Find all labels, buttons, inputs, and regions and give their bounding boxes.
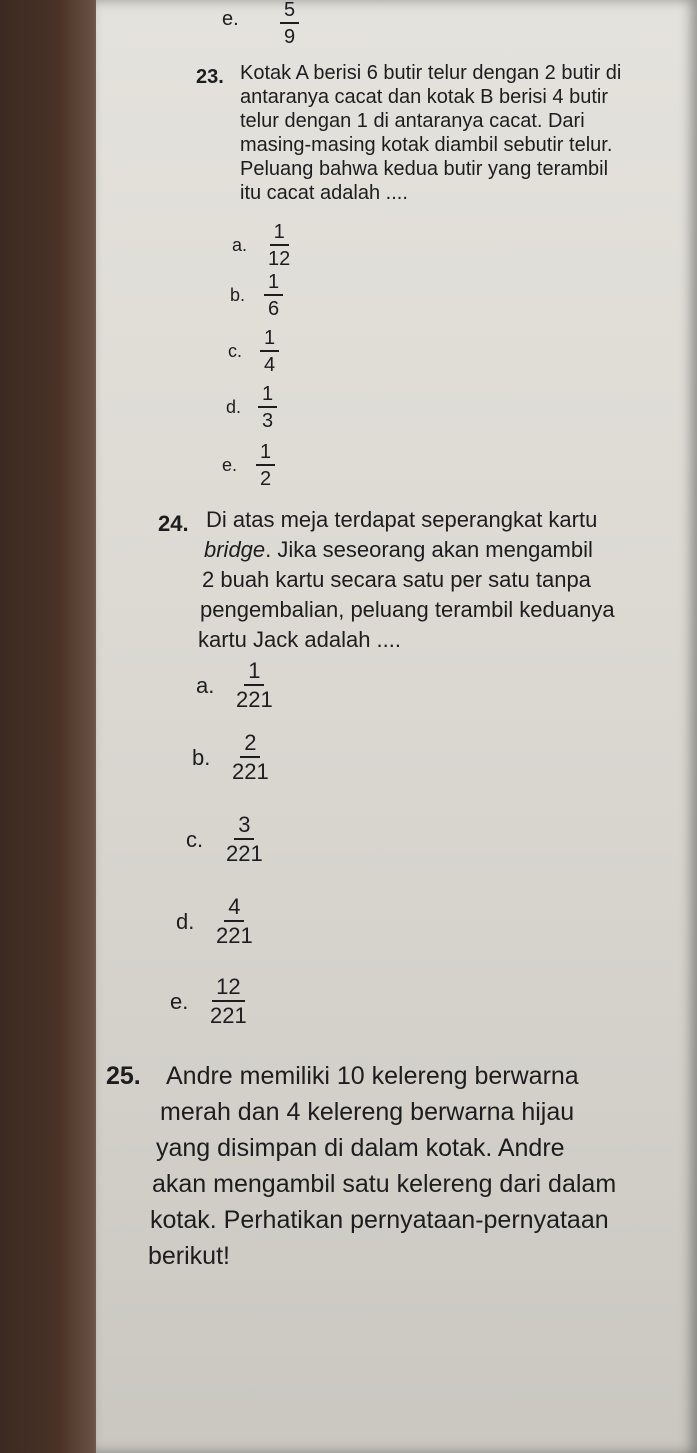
option-c[interactable] [228,328,279,375]
option-a[interactable] [196,660,273,711]
fraction-denominator: 221 [236,687,273,712]
fraction [210,976,247,1027]
question-text-line: kartu Jack adalah .... [198,627,401,652]
option-e[interactable] [222,442,275,489]
question-text-line [204,537,593,563]
option-letter: b. [192,744,211,770]
fraction-numerator: 1 [244,660,264,686]
fraction-numerator: 1 [270,222,289,246]
fraction [268,222,290,269]
question-text-line: Di atas meja terdapat seperangkat kartu [206,507,598,532]
question-text-line: pengembalian, peluang terambil keduanya [200,597,615,622]
question-text-line: akan mengambil satu kelereng dari dalam [152,1170,617,1198]
option-letter: a. [196,672,215,698]
question-text-line: merah dan 4 kelereng berwarna hijau [160,1098,575,1126]
option-d[interactable] [226,384,277,431]
fraction-numerator: 1 [256,442,275,466]
question-text-line: kotak. Perhatikan pernyataan-pernyataan [150,1206,609,1234]
fraction [256,442,275,489]
question-text-line: itu cacat adalah .... [240,182,408,204]
fraction [232,732,269,783]
question-text-line: Andre memiliki 10 kelereng berwarna [166,1062,579,1090]
fraction [226,814,263,865]
fraction-numerator: 4 [224,896,244,922]
fraction [260,328,279,375]
prev-option-e [222,0,299,47]
fraction [280,0,299,47]
fraction-numerator: 3 [234,814,254,840]
option-e[interactable] [170,976,247,1027]
fraction-numerator: 1 [260,328,279,352]
option-a[interactable] [232,222,290,269]
option-d[interactable] [176,896,253,947]
option-letter: a. [232,235,248,255]
option-b[interactable] [230,272,283,319]
question-number: 25. [106,1062,141,1090]
fraction-numerator: 2 [240,732,260,758]
question-number: 24. [158,511,189,536]
fraction-denominator: 6 [268,298,280,320]
option-letter: e. [222,8,239,30]
option-b[interactable] [192,732,269,783]
fraction-denominator: 221 [216,923,253,948]
question-text-line: berikut! [148,1242,230,1270]
fraction-denominator: 9 [284,26,296,48]
fraction-denominator: 221 [210,1003,247,1028]
option-letter: c. [186,826,204,852]
fraction [264,272,283,319]
question-text-line: antaranya cacat dan kotak B berisi 4 butir [240,86,608,108]
fraction [236,660,273,711]
question-text-line: Kotak A berisi 6 butir telur dengan 2 butir di [240,62,622,84]
fraction-numerator: 1 [258,384,277,408]
option-letter: b. [230,285,246,305]
background-edge [0,0,110,1453]
option-letter: d. [176,908,195,934]
question-text-line: telur dengan 1 di antaranya cacat. Dari [240,110,585,132]
fraction-numerator: 1 [264,272,283,296]
question-text-line: Peluang bahwa kedua butir yang terambil [240,158,609,180]
question-text-line: masing-masing kotak diambil sebutir telur. [240,134,613,156]
paper-page [96,0,697,1453]
fraction-denominator: 3 [262,410,274,432]
option-letter: e. [170,988,189,1014]
option-c[interactable] [186,814,263,865]
fraction-denominator: 2 [260,468,272,490]
emphasis-word: bridge [204,537,266,562]
question-number: 23. [196,66,224,88]
fraction [216,896,253,947]
question-text-line: yang disimpan di dalam kotak. Andre [156,1134,565,1162]
fraction-denominator: 221 [226,841,263,866]
fraction-numerator: 5 [280,0,299,24]
fraction-denominator: 12 [268,248,291,270]
fraction-numerator: 12 [212,976,244,1002]
fraction [258,384,277,431]
question-text-line: 2 buah kartu secara satu per satu tanpa [202,567,591,592]
option-letter: d. [226,397,242,417]
fraction-denominator: 221 [232,759,269,784]
fraction-denominator: 4 [264,354,276,376]
question-text-rest: . Jika seseorang akan mengambil [265,537,593,562]
option-letter: c. [228,341,243,361]
option-letter: e. [222,455,238,475]
